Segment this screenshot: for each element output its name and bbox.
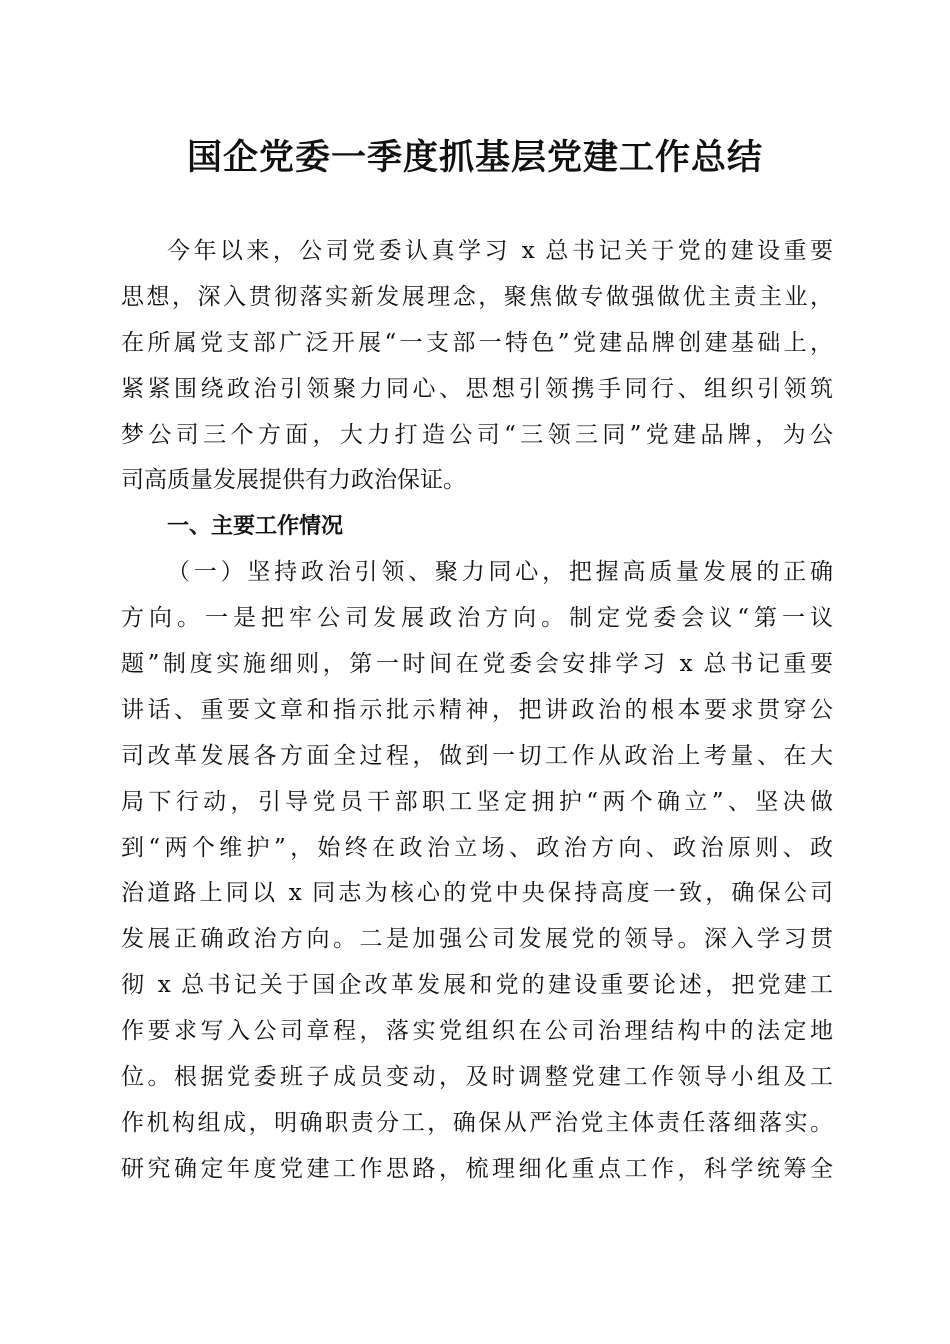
section-heading: 一、主要工作情况 xyxy=(167,514,344,540)
intro-line: 司高质量发展提供有力政治保证。 xyxy=(121,467,466,494)
section-line: 方向。一是把牢公司发展政治方向。制定党委会议“第一议 xyxy=(121,605,833,632)
section-line: 研究确定年度党建工作思路，梳理细化重点工作，科学统筹全 xyxy=(121,1155,833,1182)
section-line: 题”制度实施细则，第一时间在党委会安排学习 x 总书记重要 xyxy=(121,651,833,678)
intro-line: 思想，深入贯彻落实新发展理念，聚焦做专做强做优主责主业， xyxy=(121,283,833,310)
intro-line: 紧紧围绕政治引领聚力同心、思想引领携手同行、组织引领筑 xyxy=(121,375,833,402)
section-line: 发展正确政治方向。二是加强公司发展党的领导。深入学习贯 xyxy=(121,926,833,953)
section-line: （一）坚持政治引领、聚力同心，把握高质量发展的正确 xyxy=(167,559,833,586)
section-line: 作机构组成，明确职责分工，确保从严治党主体责任落细落实。 xyxy=(121,1109,833,1136)
document-body xyxy=(121,229,833,1193)
section-line: 到“两个维护”，始终在政治立场、政治方向、政治原则、政 xyxy=(121,834,833,861)
section-line: 讲话、重要文章和指示批示精神，把讲政治的根本要求贯穿公 xyxy=(121,696,833,723)
section-line: 治道路上同以 x 同志为核心的党中央保持高度一致，确保公司 xyxy=(121,880,833,907)
section-line: 作要求写入公司章程，落实党组织在公司治理结构中的法定地 xyxy=(121,1018,833,1045)
section-line: 局下行动，引导党员干部职工坚定拥护“两个确立”、坚决做 xyxy=(121,788,833,815)
intro-line: 在所属党支部广泛开展“一支部一特色”党建品牌创建基础上， xyxy=(121,329,833,356)
section-line: 彻 x 总书记关于国企改革发展和党的建设重要论述，把党建工 xyxy=(121,972,833,999)
document-title: 国企党委一季度抓基层党建工作总结 xyxy=(186,137,763,178)
intro-line: 今年以来，公司党委认真学习 x 总书记关于党的建设重要 xyxy=(167,238,833,264)
section-line: 位。根据党委班子成员变动，及时调整党建工作领导小组及工 xyxy=(121,1064,833,1091)
section-line: 司改革发展各方面全过程，做到一切工作从政治上考量、在大 xyxy=(121,742,833,769)
intro-line: 梦公司三个方面，大力打造公司“三领三同”党建品牌，为公 xyxy=(121,421,833,448)
